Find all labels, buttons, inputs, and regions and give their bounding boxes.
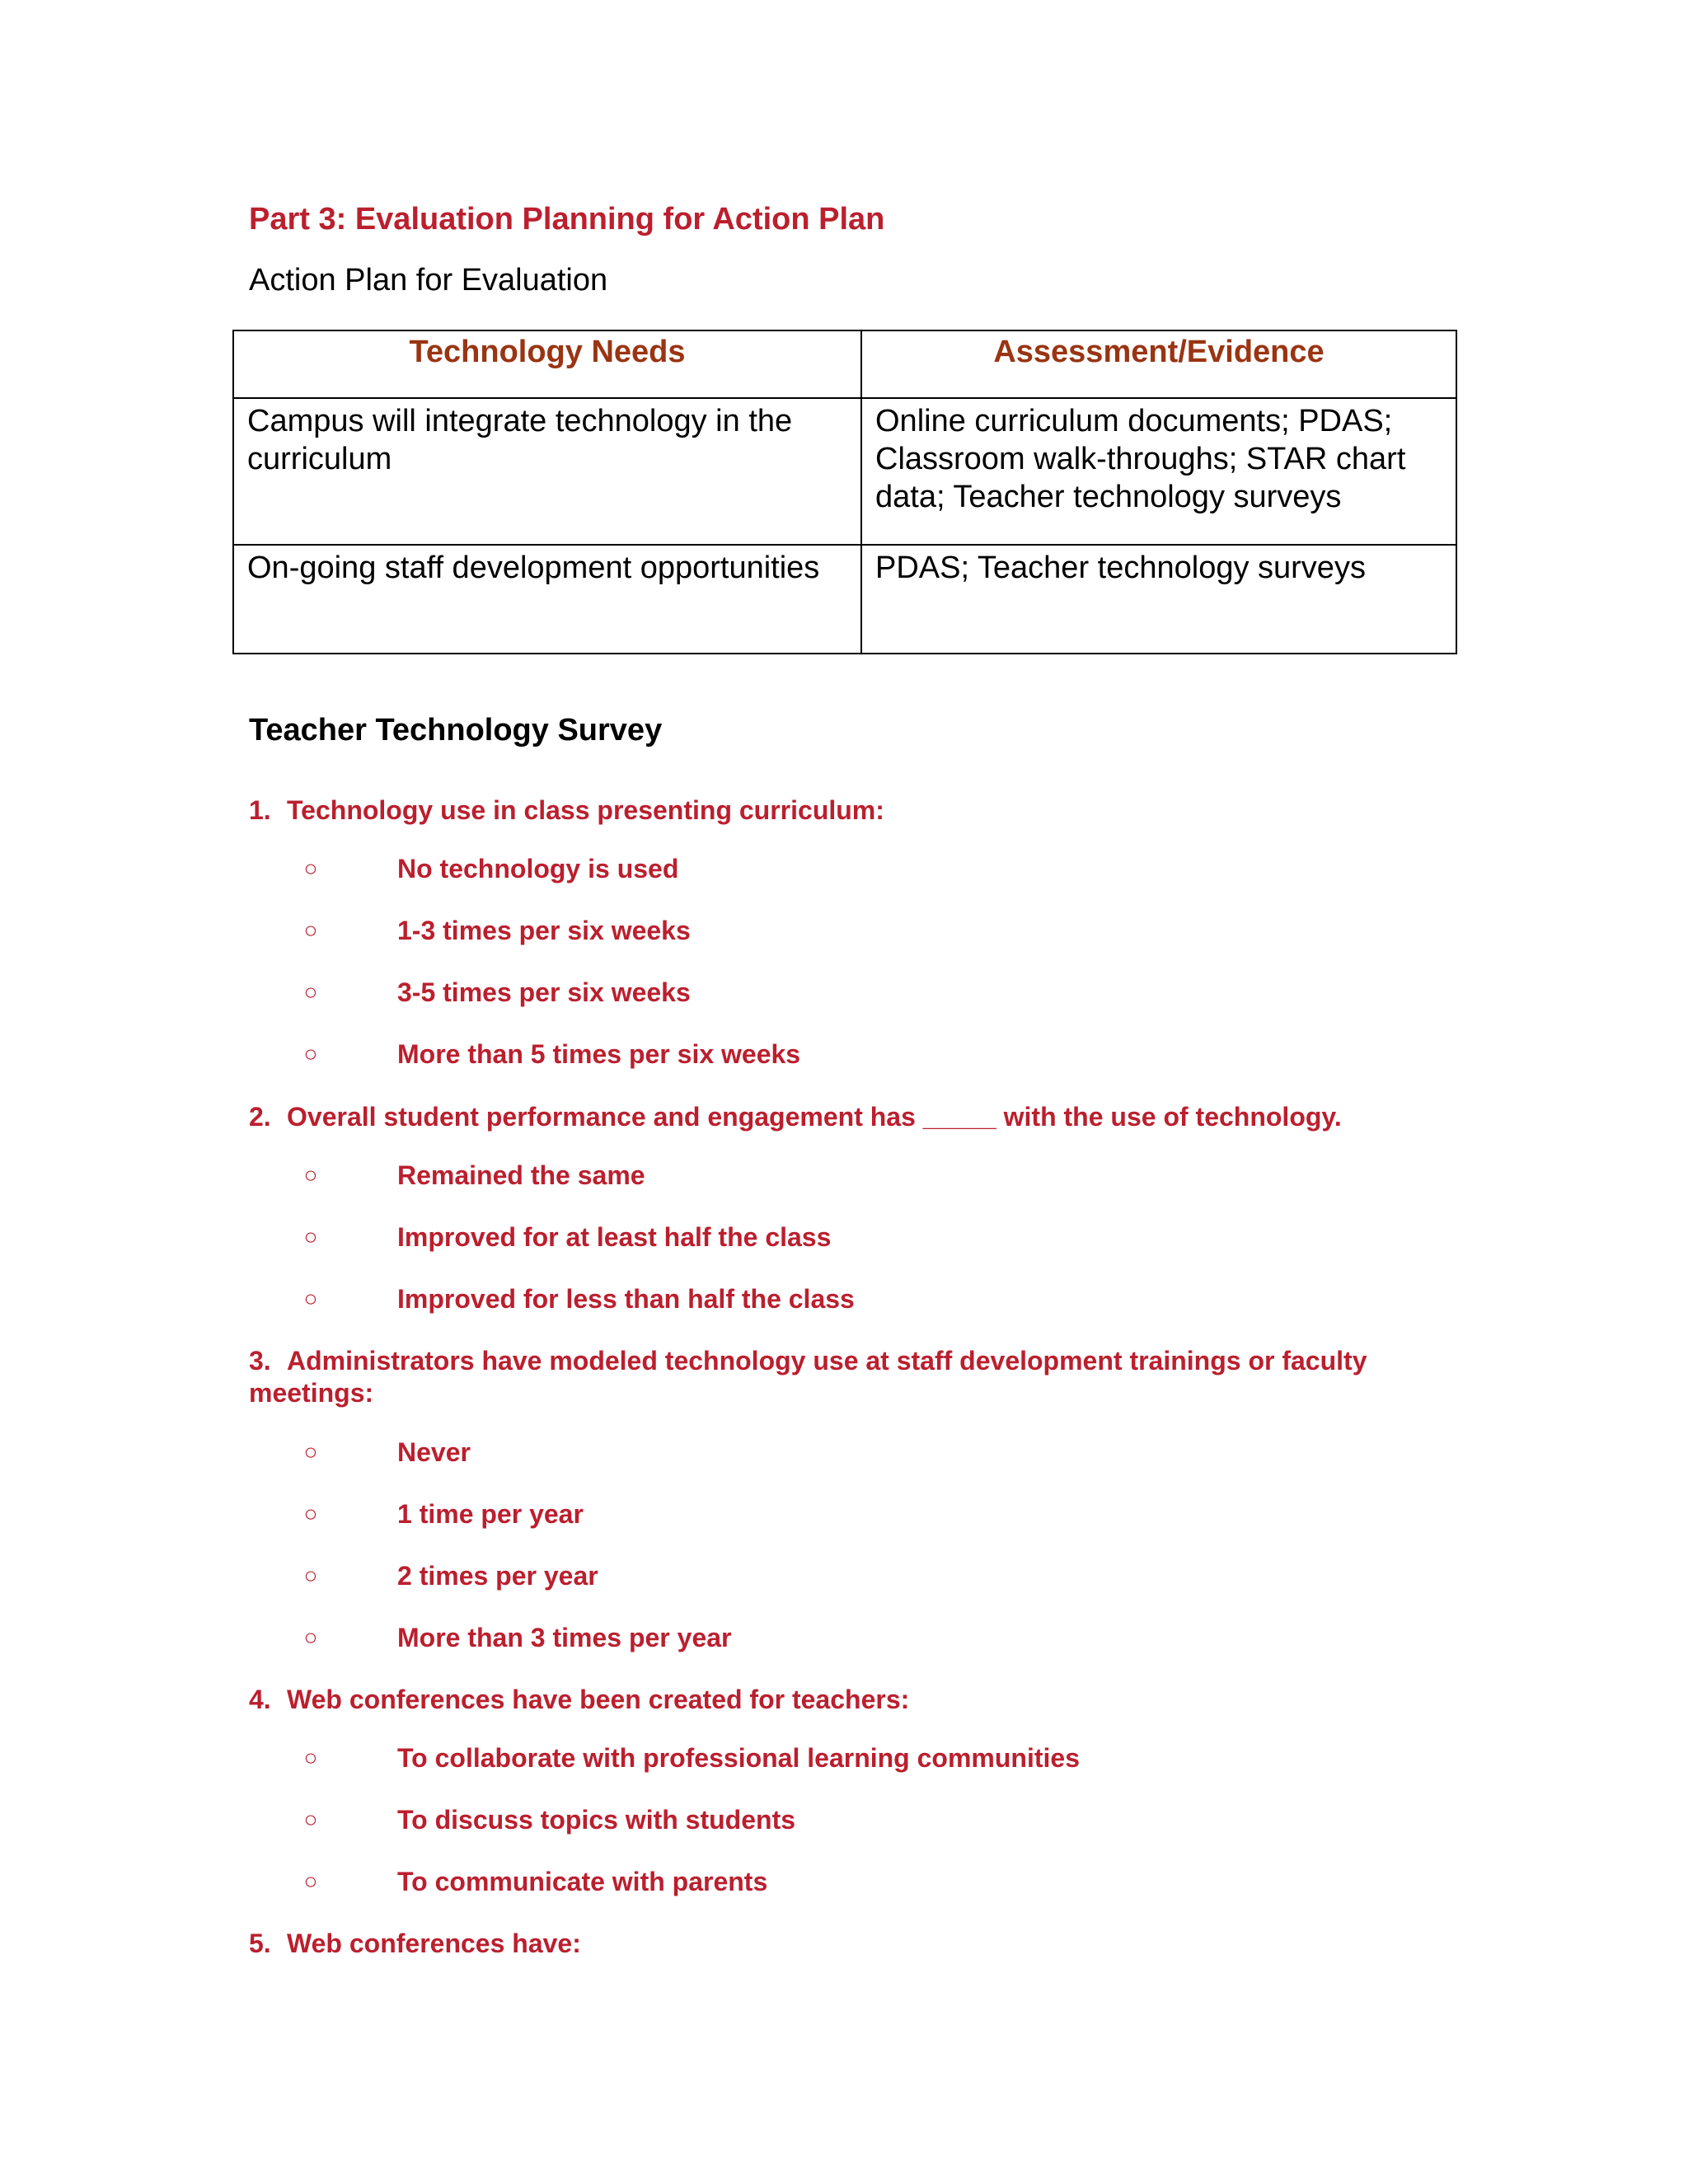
survey-question-2: [249, 1101, 1485, 1133]
survey-title: Teacher Technology Survey: [249, 713, 663, 748]
question-number: 2.: [249, 1102, 271, 1132]
option-label: More than 3 times per year: [397, 1623, 732, 1652]
header-technology-needs: Technology Needs: [233, 330, 861, 398]
radio-circle-icon[interactable]: ○: [303, 1501, 318, 1526]
radio-circle-icon[interactable]: ○: [303, 1041, 318, 1066]
option-label: Never: [397, 1437, 471, 1467]
radio-circle-icon[interactable]: ○: [303, 917, 318, 943]
table-header-row: [233, 330, 1456, 398]
radio-circle-icon[interactable]: ○: [303, 1162, 318, 1188]
option-label: Improved for at least half the class: [397, 1222, 832, 1252]
radio-circle-icon[interactable]: ○: [303, 1439, 318, 1465]
question-text: Web conferences have been created for teachers:: [287, 1685, 910, 1714]
survey-question-1: [249, 794, 1485, 827]
survey-question-4: [249, 1684, 1485, 1716]
option-label: 1 time per year: [397, 1499, 584, 1529]
teacher-technology-survey: [249, 705, 1485, 1958]
question-text: Web conferences have:: [287, 1929, 581, 1958]
question-number: 4.: [249, 1685, 271, 1714]
question-number: 3.: [249, 1346, 271, 1376]
survey-question-5: [249, 1928, 1485, 1960]
radio-circle-icon[interactable]: ○: [303, 1563, 318, 1588]
option-label: To collaborate with professional learning communities: [397, 1743, 1080, 1773]
option-label: Remained the same: [397, 1160, 645, 1190]
option-label: No technology is used: [397, 854, 679, 883]
option-label: To communicate with parents: [397, 1867, 768, 1896]
question-number: 5.: [249, 1929, 271, 1958]
document-page: [247, 194, 1456, 1958]
option-label: Improved for less than half the class: [397, 1284, 855, 1314]
question-text: Administrators have modeled technology use at staff development trainings or faculty meetings:: [249, 1346, 1367, 1408]
table-cell: PDAS; Teacher technology surveys: [861, 545, 1456, 654]
question-text: Technology use in class presenting curriculum:: [287, 795, 884, 825]
option-label: 3-5 times per six weeks: [397, 977, 691, 1007]
option-label: To discuss topics with students: [397, 1805, 796, 1835]
question-text: Overall student performance and engagement has _____ with the use of technology.: [287, 1102, 1342, 1132]
page-heading: Part 3: Evaluation Planning for Action Plan: [249, 202, 885, 237]
option-label: 1-3 times per six weeks: [397, 916, 691, 945]
question-number: 1.: [249, 795, 271, 825]
option-label: More than 5 times per six weeks: [397, 1039, 801, 1069]
radio-circle-icon[interactable]: ○: [303, 979, 318, 1005]
radio-circle-icon[interactable]: ○: [303, 1286, 318, 1311]
table-row: [233, 545, 1456, 654]
table-cell: Online curriculum documents; PDAS; Classroom walk-throughs; STAR chart data; Teacher technology surveys: [861, 398, 1456, 545]
radio-circle-icon[interactable]: ○: [303, 1224, 318, 1249]
radio-circle-icon[interactable]: ○: [303, 1745, 318, 1770]
action-plan-table: [232, 330, 1457, 654]
option-label: 2 times per year: [397, 1561, 598, 1591]
table-row: [233, 398, 1456, 545]
table-cell: On-going staff development opportunities: [233, 545, 861, 654]
table-cell: Campus will integrate technology in the curriculum: [233, 398, 861, 545]
page-subheading: Action Plan for Evaluation: [249, 263, 608, 298]
radio-circle-icon[interactable]: ○: [303, 1624, 318, 1650]
header-assessment-evidence: Assessment/Evidence: [861, 330, 1456, 398]
survey-question-3: [249, 1345, 1461, 1409]
radio-circle-icon[interactable]: ○: [303, 855, 318, 881]
radio-circle-icon[interactable]: ○: [303, 1807, 318, 1832]
radio-circle-icon[interactable]: ○: [303, 1868, 318, 1894]
